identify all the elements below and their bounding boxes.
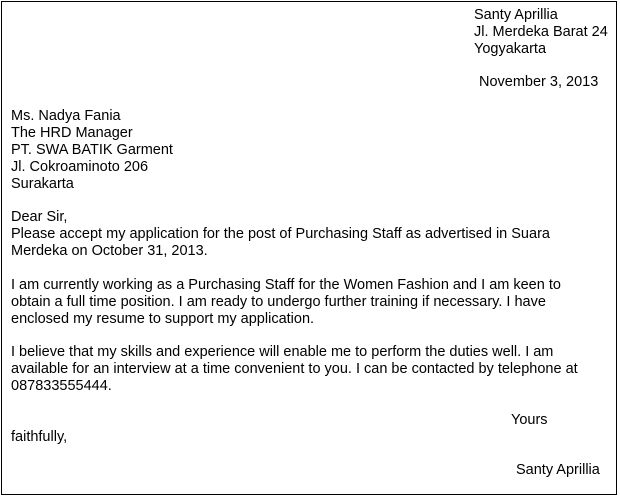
paragraph-3-line: 087833555444. — [11, 378, 112, 394]
closing-faithfully: faithfully, — [11, 429, 68, 445]
recipient-city: Surakarta — [11, 176, 74, 192]
sender-name: Santy Aprillia — [474, 7, 558, 23]
salutation: Dear Sir, — [11, 209, 68, 225]
paragraph-3-line: available for an interview at a time convenient to you. I can be contacted by telephone at — [11, 361, 578, 377]
paragraph-2-line: obtain a full time position. I am ready to undergo further training if necessary. I have — [11, 294, 546, 310]
paragraph-1-line: Merdeka on October 31, 2013. — [11, 243, 208, 259]
paragraph-3-line: I believe that my skills and experience will enable me to perform the duties well. I am — [11, 344, 554, 360]
signature-name: Santy Aprillia — [516, 462, 600, 478]
recipient-company: PT. SWA BATIK Garment — [11, 142, 173, 158]
recipient-title: The HRD Manager — [11, 125, 133, 141]
sender-city: Yogyakarta — [474, 41, 547, 57]
paragraph-2-line: I am currently working as a Purchasing Staff for the Women Fashion and I am keen to — [11, 277, 561, 293]
recipient-street: Jl. Cokroaminoto 206 — [11, 159, 149, 175]
paragraph-1-line: Please accept my application for the post of Purchasing Staff as advertised in Suara — [11, 226, 550, 242]
closing-yours: Yours — [511, 412, 548, 428]
paragraph-2-line: enclosed my resume to support my application. — [11, 311, 315, 327]
letter-date: November 3, 2013 — [479, 74, 599, 90]
sender-street: Jl. Merdeka Barat 24 — [474, 24, 608, 40]
recipient-name: Ms. Nadya Fania — [11, 108, 121, 124]
